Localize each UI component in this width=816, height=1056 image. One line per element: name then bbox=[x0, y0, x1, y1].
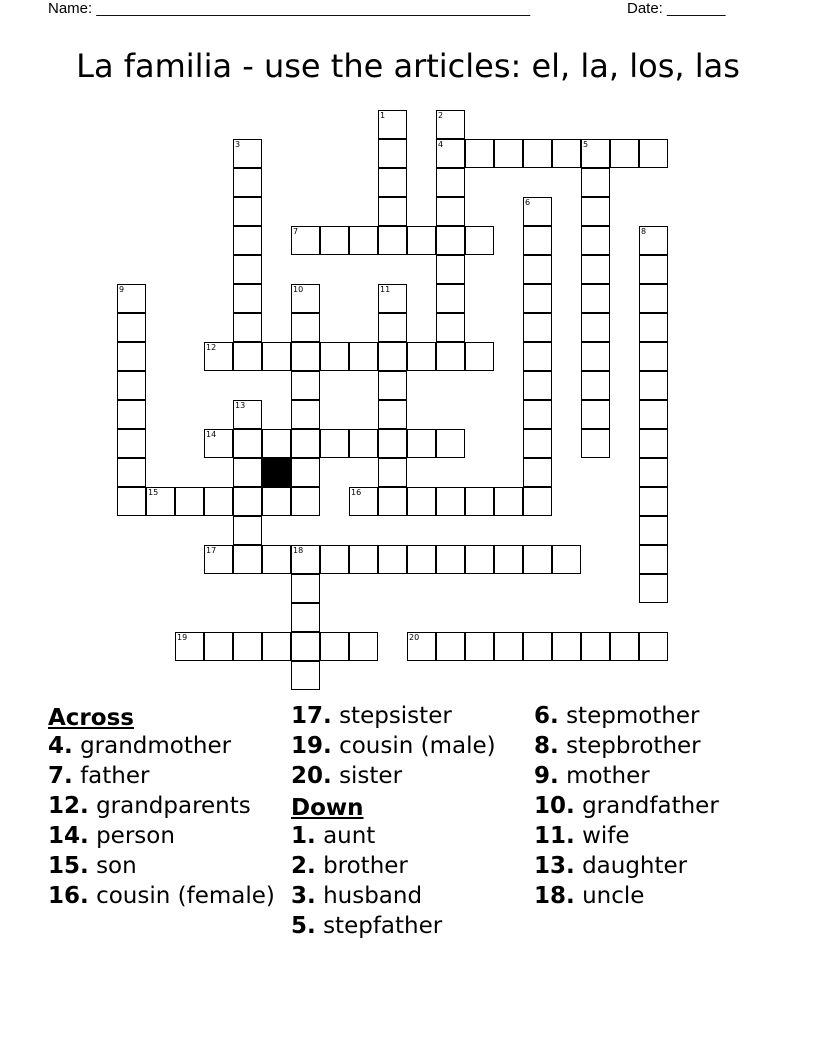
grid-cell[interactable] bbox=[204, 487, 233, 516]
grid-cell[interactable] bbox=[523, 197, 552, 226]
grid-cell[interactable] bbox=[349, 342, 378, 371]
grid-cell[interactable] bbox=[175, 632, 204, 661]
grid-cell[interactable] bbox=[581, 284, 610, 313]
grid-cell[interactable] bbox=[523, 313, 552, 342]
grid-cell[interactable] bbox=[436, 197, 465, 226]
cell-number: 19 bbox=[177, 633, 188, 642]
grid-cell[interactable] bbox=[436, 139, 465, 168]
grid-cell[interactable] bbox=[610, 139, 639, 168]
grid-cell[interactable] bbox=[523, 139, 552, 168]
clue-across-12: 12. grandparents bbox=[48, 793, 251, 819]
clues-column-1 bbox=[48, 703, 283, 913]
grid-cell[interactable] bbox=[349, 226, 378, 255]
grid-cell[interactable] bbox=[378, 313, 407, 342]
grid-cell[interactable] bbox=[523, 342, 552, 371]
name-field[interactable]: Name: ____________________________________________________ bbox=[48, 0, 531, 17]
grid-cell[interactable] bbox=[581, 197, 610, 226]
clue-down-13: 13. daughter bbox=[534, 853, 688, 879]
cell-number: 6 bbox=[525, 198, 531, 207]
grid-cell[interactable] bbox=[494, 632, 523, 661]
grid-cell[interactable] bbox=[552, 632, 581, 661]
grid-cell[interactable] bbox=[378, 226, 407, 255]
grid-cell[interactable] bbox=[494, 487, 523, 516]
grid-cell[interactable] bbox=[233, 139, 262, 168]
grid-cell[interactable] bbox=[465, 139, 494, 168]
cell-number: 10 bbox=[293, 285, 304, 294]
cell-number: 4 bbox=[438, 140, 444, 149]
cell-number: 12 bbox=[206, 343, 217, 352]
grid-cell[interactable] bbox=[117, 371, 146, 400]
cell-number: 9 bbox=[119, 285, 125, 294]
date-field[interactable]: Date: _______ bbox=[627, 0, 726, 17]
clues-section bbox=[0, 703, 816, 1003]
grid-cell[interactable] bbox=[465, 342, 494, 371]
grid-cell[interactable] bbox=[291, 342, 320, 371]
grid-cell[interactable] bbox=[320, 632, 349, 661]
grid-cell[interactable] bbox=[436, 110, 465, 139]
grid-cell[interactable] bbox=[465, 226, 494, 255]
grid-cell[interactable] bbox=[523, 487, 552, 516]
grid-cell[interactable] bbox=[639, 632, 668, 661]
cell-number: 3 bbox=[235, 140, 241, 149]
grid-cell[interactable] bbox=[349, 487, 378, 516]
grid-cell[interactable] bbox=[233, 342, 262, 371]
grid-cell[interactable] bbox=[436, 487, 465, 516]
grid-cell[interactable] bbox=[465, 632, 494, 661]
grid-cell[interactable] bbox=[581, 255, 610, 284]
across-heading: Across bbox=[48, 705, 134, 731]
grid-cell[interactable] bbox=[349, 632, 378, 661]
clue-down-1: 1. aunt bbox=[291, 823, 376, 849]
grid-cell[interactable] bbox=[436, 168, 465, 197]
clue-down-6: 6. stepmother bbox=[534, 703, 700, 729]
grid-cell[interactable] bbox=[378, 168, 407, 197]
cell-number: 16 bbox=[351, 488, 362, 497]
clue-across-20: 20. sister bbox=[291, 763, 403, 789]
grid-cell[interactable] bbox=[349, 545, 378, 574]
grid-cell[interactable] bbox=[407, 487, 436, 516]
grid-cell[interactable] bbox=[523, 632, 552, 661]
grid-cell[interactable] bbox=[378, 342, 407, 371]
grid-cell[interactable] bbox=[117, 458, 146, 487]
grid-cell[interactable] bbox=[523, 545, 552, 574]
grid-cell[interactable] bbox=[407, 545, 436, 574]
cell-number: 20 bbox=[409, 633, 420, 642]
grid-cell[interactable] bbox=[175, 487, 204, 516]
grid-cell[interactable] bbox=[436, 255, 465, 284]
grid-cell[interactable] bbox=[117, 313, 146, 342]
grid-cell[interactable] bbox=[639, 342, 668, 371]
clues-column-2 bbox=[291, 703, 527, 943]
grid-cell[interactable] bbox=[117, 342, 146, 371]
grid-cell[interactable] bbox=[146, 487, 175, 516]
grid-cell[interactable] bbox=[233, 255, 262, 284]
down-heading: Down bbox=[291, 795, 364, 821]
grid-cell[interactable] bbox=[523, 429, 552, 458]
grid-cell[interactable] bbox=[262, 545, 291, 574]
clue-down-10: 10. grandfather bbox=[534, 793, 719, 819]
grid-cell[interactable] bbox=[378, 458, 407, 487]
grid-cell[interactable] bbox=[523, 458, 552, 487]
clue-down-9: 9. mother bbox=[534, 763, 650, 789]
cell-number: 2 bbox=[438, 111, 444, 120]
grid-cell[interactable] bbox=[262, 342, 291, 371]
grid-cell[interactable] bbox=[291, 400, 320, 429]
grid-cell[interactable] bbox=[291, 313, 320, 342]
clue-down-8: 8. stepbrother bbox=[534, 733, 701, 759]
grid-cell[interactable] bbox=[639, 284, 668, 313]
grid-cell[interactable] bbox=[378, 545, 407, 574]
cell-number: 17 bbox=[206, 546, 217, 555]
grid-cell[interactable] bbox=[378, 487, 407, 516]
grid-cell[interactable] bbox=[523, 284, 552, 313]
clue-across-19: 19. cousin (male) bbox=[291, 733, 496, 759]
grid-cell[interactable] bbox=[204, 545, 233, 574]
grid-cell[interactable] bbox=[233, 168, 262, 197]
grid-cell[interactable] bbox=[639, 139, 668, 168]
grid-cell[interactable] bbox=[117, 429, 146, 458]
grid-cell[interactable] bbox=[204, 429, 233, 458]
clue-across-15: 15. son bbox=[48, 853, 137, 879]
grid-cell[interactable] bbox=[436, 342, 465, 371]
grid-cell[interactable] bbox=[233, 458, 262, 487]
grid-cell[interactable] bbox=[639, 516, 668, 545]
grid-cell[interactable] bbox=[581, 632, 610, 661]
grid-cell[interactable] bbox=[494, 139, 523, 168]
grid-cell[interactable] bbox=[233, 313, 262, 342]
page-title: La familia - use the articles: el, la, los, las bbox=[76, 47, 740, 85]
grid-cell[interactable] bbox=[233, 400, 262, 429]
grid-cell[interactable] bbox=[378, 429, 407, 458]
grid-cell[interactable] bbox=[639, 545, 668, 574]
clue-down-18: 18. uncle bbox=[534, 883, 645, 909]
cell-number: 15 bbox=[148, 488, 159, 497]
grid-cell[interactable] bbox=[436, 313, 465, 342]
cell-number: 13 bbox=[235, 401, 246, 410]
grid-cell[interactable] bbox=[233, 284, 262, 313]
grid-cell[interactable] bbox=[378, 197, 407, 226]
grid-cell[interactable] bbox=[262, 487, 291, 516]
clue-across-17: 17. stepsister bbox=[291, 703, 452, 729]
grid-cell[interactable] bbox=[320, 226, 349, 255]
grid-cell[interactable] bbox=[117, 487, 146, 516]
grid-cell[interactable] bbox=[581, 429, 610, 458]
grid-cell[interactable] bbox=[523, 226, 552, 255]
grid-cell[interactable] bbox=[436, 632, 465, 661]
grid-cell[interactable] bbox=[407, 632, 436, 661]
grid-cell[interactable] bbox=[581, 226, 610, 255]
clue-across-14: 14. person bbox=[48, 823, 175, 849]
grid-cell[interactable] bbox=[581, 342, 610, 371]
grid-cell[interactable] bbox=[581, 371, 610, 400]
grid-cell[interactable] bbox=[407, 226, 436, 255]
grid-cell[interactable] bbox=[581, 139, 610, 168]
grid-cell[interactable] bbox=[523, 400, 552, 429]
grid-cell[interactable] bbox=[378, 110, 407, 139]
clue-across-7: 7. father bbox=[48, 763, 150, 789]
grid-cell[interactable] bbox=[639, 313, 668, 342]
grid-cell[interactable] bbox=[639, 371, 668, 400]
clues-column-3 bbox=[534, 703, 784, 913]
grid-cell[interactable] bbox=[291, 429, 320, 458]
grid-cell[interactable] bbox=[349, 429, 378, 458]
grid-cell[interactable] bbox=[117, 284, 146, 313]
grid-cell[interactable] bbox=[378, 139, 407, 168]
grid-cell[interactable] bbox=[291, 226, 320, 255]
grid-cell[interactable] bbox=[233, 632, 262, 661]
cell-number: 18 bbox=[293, 546, 304, 555]
grid-cell[interactable] bbox=[291, 661, 320, 690]
grid-cell[interactable] bbox=[523, 255, 552, 284]
grid-cell[interactable] bbox=[320, 429, 349, 458]
grid-cell[interactable] bbox=[291, 487, 320, 516]
cell-number: 8 bbox=[641, 227, 647, 236]
grid-cell[interactable] bbox=[233, 487, 262, 516]
grid-cell[interactable] bbox=[378, 371, 407, 400]
grid-cell[interactable] bbox=[262, 632, 291, 661]
grid-cell[interactable] bbox=[639, 400, 668, 429]
clue-across-4: 4. grandmother bbox=[48, 733, 232, 759]
clue-down-3: 3. husband bbox=[291, 883, 423, 909]
grid-cell[interactable] bbox=[291, 603, 320, 632]
grid-cell[interactable] bbox=[639, 429, 668, 458]
grid-cell[interactable] bbox=[407, 342, 436, 371]
cell-number: 1 bbox=[380, 111, 386, 120]
grid-cell[interactable] bbox=[465, 545, 494, 574]
grid-cell[interactable] bbox=[407, 429, 436, 458]
cell-number: 5 bbox=[583, 140, 589, 149]
clue-down-5: 5. stepfather bbox=[291, 913, 443, 939]
grid-cell[interactable] bbox=[610, 632, 639, 661]
grid-cell[interactable] bbox=[639, 574, 668, 603]
grid-cell[interactable] bbox=[291, 632, 320, 661]
grid-cell[interactable] bbox=[233, 516, 262, 545]
grid-cell[interactable] bbox=[436, 226, 465, 255]
grid-cell[interactable] bbox=[233, 226, 262, 255]
clue-across-16: 16. cousin (female) bbox=[48, 883, 275, 909]
grid-cell[interactable] bbox=[436, 429, 465, 458]
grid-cell[interactable] bbox=[378, 400, 407, 429]
grid-cell[interactable] bbox=[233, 197, 262, 226]
grid-cell[interactable] bbox=[291, 284, 320, 313]
grid-cell[interactable] bbox=[378, 284, 407, 313]
grid-cell[interactable] bbox=[233, 429, 262, 458]
grid-cell[interactable] bbox=[117, 400, 146, 429]
cell-number: 11 bbox=[380, 285, 391, 294]
grid-cell[interactable] bbox=[204, 632, 233, 661]
grid-cell[interactable] bbox=[639, 487, 668, 516]
grid-cell[interactable] bbox=[523, 371, 552, 400]
grid-cell[interactable] bbox=[436, 545, 465, 574]
cell-number: 7 bbox=[293, 227, 299, 236]
grid-cell[interactable] bbox=[581, 313, 610, 342]
grid-cell[interactable] bbox=[291, 545, 320, 574]
grid-cell[interactable] bbox=[291, 458, 320, 487]
grid-cell[interactable] bbox=[581, 168, 610, 197]
clue-down-2: 2. brother bbox=[291, 853, 408, 879]
grid-cell[interactable] bbox=[465, 487, 494, 516]
grid-cell[interactable] bbox=[320, 342, 349, 371]
black-cell bbox=[262, 458, 291, 487]
grid-cell[interactable] bbox=[233, 545, 262, 574]
grid-cell[interactable] bbox=[291, 371, 320, 400]
grid-cell[interactable] bbox=[639, 226, 668, 255]
cell-number: 14 bbox=[206, 430, 217, 439]
grid-cell[interactable] bbox=[581, 400, 610, 429]
grid-cell[interactable] bbox=[262, 429, 291, 458]
grid-cell[interactable] bbox=[291, 574, 320, 603]
grid-cell[interactable] bbox=[552, 139, 581, 168]
grid-cell[interactable] bbox=[320, 545, 349, 574]
grid-cell[interactable] bbox=[639, 458, 668, 487]
grid-cell[interactable] bbox=[436, 284, 465, 313]
grid-cell[interactable] bbox=[494, 545, 523, 574]
grid-cell[interactable] bbox=[552, 545, 581, 574]
grid-cell[interactable] bbox=[204, 342, 233, 371]
grid-cell[interactable] bbox=[639, 255, 668, 284]
clue-down-11: 11. wife bbox=[534, 823, 630, 849]
